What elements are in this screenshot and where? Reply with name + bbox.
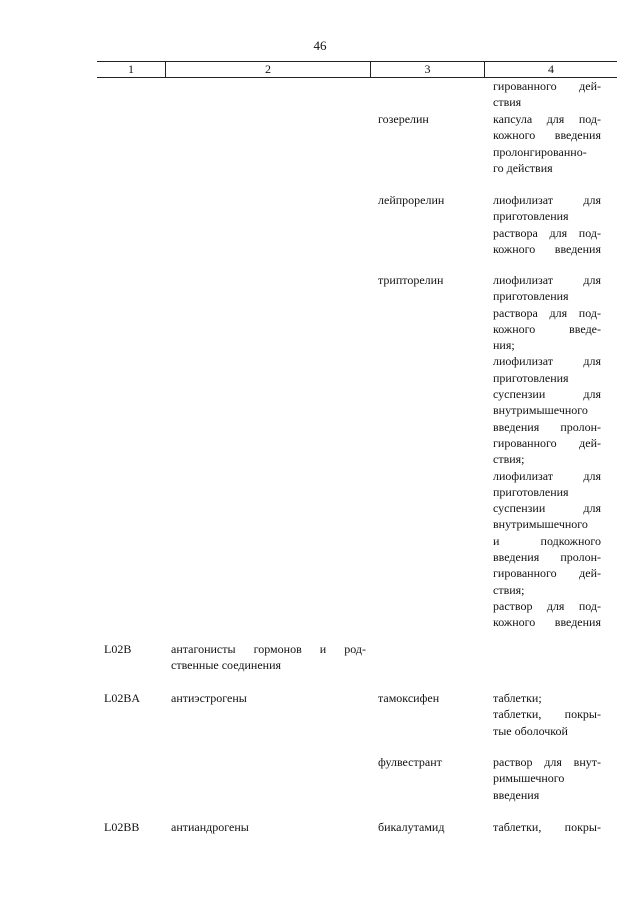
form-line: ствия;	[493, 452, 525, 467]
drug-name: тамоксифен	[378, 691, 440, 705]
form-line: суспензии для	[493, 387, 601, 402]
form-line: пролонгированно-	[493, 144, 587, 159]
form-line: лиофилизат для	[493, 193, 601, 207]
form-line: внутримышечного	[493, 517, 588, 532]
drug-name: фулвестрант	[378, 755, 442, 769]
form-line: суспензии для	[493, 501, 601, 516]
drug-name: гозерелин	[378, 112, 429, 126]
form-line: гированного дей-	[493, 435, 601, 450]
group-name-line: антагонисты гормонов и род-	[171, 642, 366, 656]
form-line: таблетки, покры-	[493, 707, 601, 722]
group-name-cell	[171, 641, 366, 674]
form-line: приготовления	[493, 484, 569, 499]
form-line: кожного введения	[493, 615, 601, 630]
form-line: ствия;	[493, 582, 525, 597]
atc-code: L02B	[104, 642, 132, 656]
form-line: введения	[493, 787, 540, 802]
form-line: раствор для внут-	[493, 755, 601, 769]
atc-code: L02BB	[104, 820, 140, 834]
dosage-form-cell	[493, 272, 601, 631]
form-line: раствора для под-	[493, 305, 601, 320]
drug-name: трипторелин	[378, 273, 444, 287]
header-col-4: 4	[484, 62, 617, 77]
form-line: приготовления	[493, 370, 569, 385]
table-header	[97, 61, 617, 78]
drug-name: лейпрорелин	[378, 193, 445, 207]
form-line: раствора для под-	[493, 225, 601, 240]
form-line: и подкожного	[493, 533, 601, 548]
header-col-3: 3	[370, 62, 484, 77]
dosage-form-cell	[493, 192, 601, 257]
form-line: приготовления	[493, 289, 569, 304]
dosage-form-cell	[493, 754, 601, 803]
form-line: кожного введе-	[493, 321, 601, 336]
group-name: антиэстрогены	[171, 691, 247, 705]
form-line: гированного дей-	[493, 79, 601, 93]
form-line: введения пролон-	[493, 419, 601, 434]
form-line: капсула для под-	[493, 112, 601, 126]
header-col-2: 2	[165, 62, 370, 77]
form-line: лиофилизат для	[493, 468, 601, 483]
form-line: таблетки, покры-	[493, 820, 601, 834]
form-line: лиофилизат для	[493, 354, 601, 369]
form-line: гированного дей-	[493, 566, 601, 581]
form-line: ния;	[493, 338, 515, 353]
form-line: го действия	[493, 160, 553, 175]
form-line: раствор для под-	[493, 598, 601, 613]
form-line: римышечного	[493, 771, 565, 786]
header-col-1: 1	[128, 62, 134, 76]
page-number: 46	[313, 38, 327, 53]
form-line: внутримышечного	[493, 403, 588, 418]
form-line: лиофилизат для	[493, 273, 601, 287]
dosage-form-cell	[493, 819, 601, 835]
form-line: введения пролон-	[493, 550, 601, 565]
form-line: тые оболочкой	[493, 723, 568, 738]
form-line: кожного введения	[493, 128, 601, 143]
form-line: ствия	[493, 95, 522, 110]
dosage-form-cell	[493, 111, 601, 176]
dosage-form-cell	[493, 78, 601, 111]
group-name: антиандрогены	[171, 820, 249, 834]
drug-name: бикалутамид	[378, 820, 445, 834]
atc-code: L02BA	[104, 691, 140, 705]
group-name-line: ственные соединения	[171, 658, 282, 673]
form-line: кожного введения	[493, 241, 601, 256]
form-line: таблетки;	[493, 691, 542, 705]
form-line: приготовления	[493, 209, 569, 224]
dosage-form-cell	[493, 690, 601, 739]
